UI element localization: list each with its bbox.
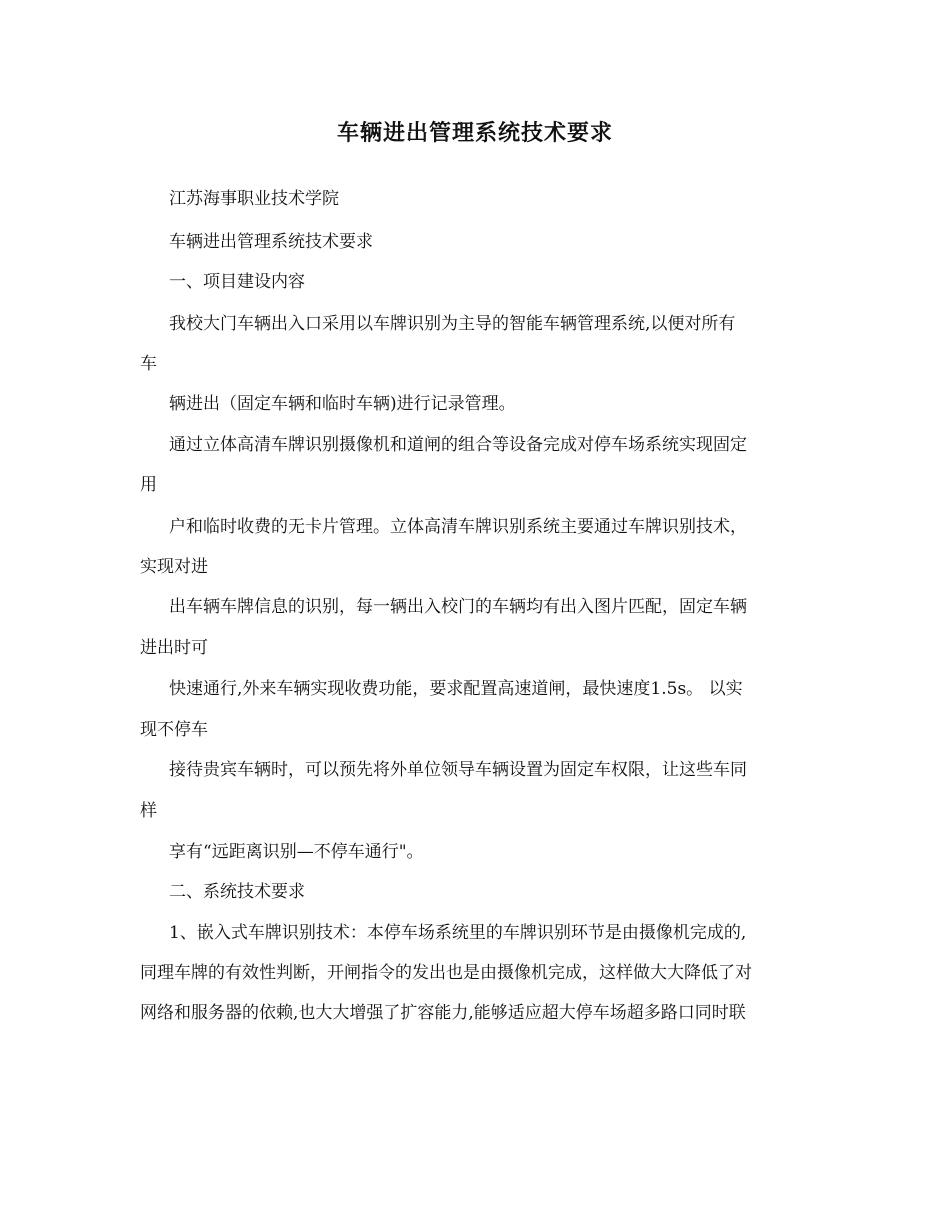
paragraph-line: 通过立体高清车牌识别摄像机和道闸的组合等设备完成对停车场系统实现固定 (169, 435, 747, 455)
document-title: 车辆进出管理系统技术要求 (336, 120, 613, 146)
paragraph-line: 网络和服务器的依赖,也大大增强了扩容能力,能够适应超大停车场超多路口同时联 (140, 1003, 746, 1023)
paragraph-line: 一、项目建设内容 (169, 272, 305, 292)
paragraph-line: 江苏海事职业技术学院 (169, 189, 339, 209)
paragraph-line: 用 (140, 475, 157, 495)
paragraph-line: 车辆进出管理系统技术要求 (169, 232, 373, 252)
paragraph-line: 车 (140, 354, 157, 374)
paragraph-line: 出车辆车牌信息的识别，每一辆出入校门的车辆均有出入图片匹配，固定车辆 (169, 597, 747, 617)
paragraph-line: 二、系统技术要求 (169, 882, 305, 902)
paragraph-line: 实现对进 (140, 557, 208, 577)
paragraph-line: 享有“远距离识别—不停车通行"。 (169, 842, 424, 862)
paragraph-line: 户和临时收费的无卡片管理。立体高清车牌识别系统主要通过车牌识别技术， (169, 517, 747, 537)
paragraph-line: 辆进出（固定车辆和临时车辆)进行记录管理。 (169, 394, 516, 414)
paragraph-line: 同理车牌的有效性判断，开闸指令的发出也是由摄像机完成，这样做大大降低了对 (140, 963, 752, 983)
paragraph-line: 样 (140, 801, 157, 821)
paragraph-line: 快速通行,外来车辆实现收费功能，要求配置高速道闸，最快速度1.5s。 以实 (169, 679, 743, 699)
paragraph-line: 现不停车 (140, 720, 208, 740)
paragraph-line: 进出时可 (140, 638, 208, 658)
paragraph-line: 我校大门车辆出入口采用以车牌识别为主导的智能车辆管理系统,以便对所有 (169, 314, 736, 334)
paragraph-line: 接待贵宾车辆时，可以预先将外单位领导车辆设置为固定车权限，让这些车同 (169, 760, 747, 780)
paragraph-line: 1、嵌入式车牌识别技术：本停车场系统里的车牌识别环节是由摄像机完成的, (169, 923, 747, 943)
